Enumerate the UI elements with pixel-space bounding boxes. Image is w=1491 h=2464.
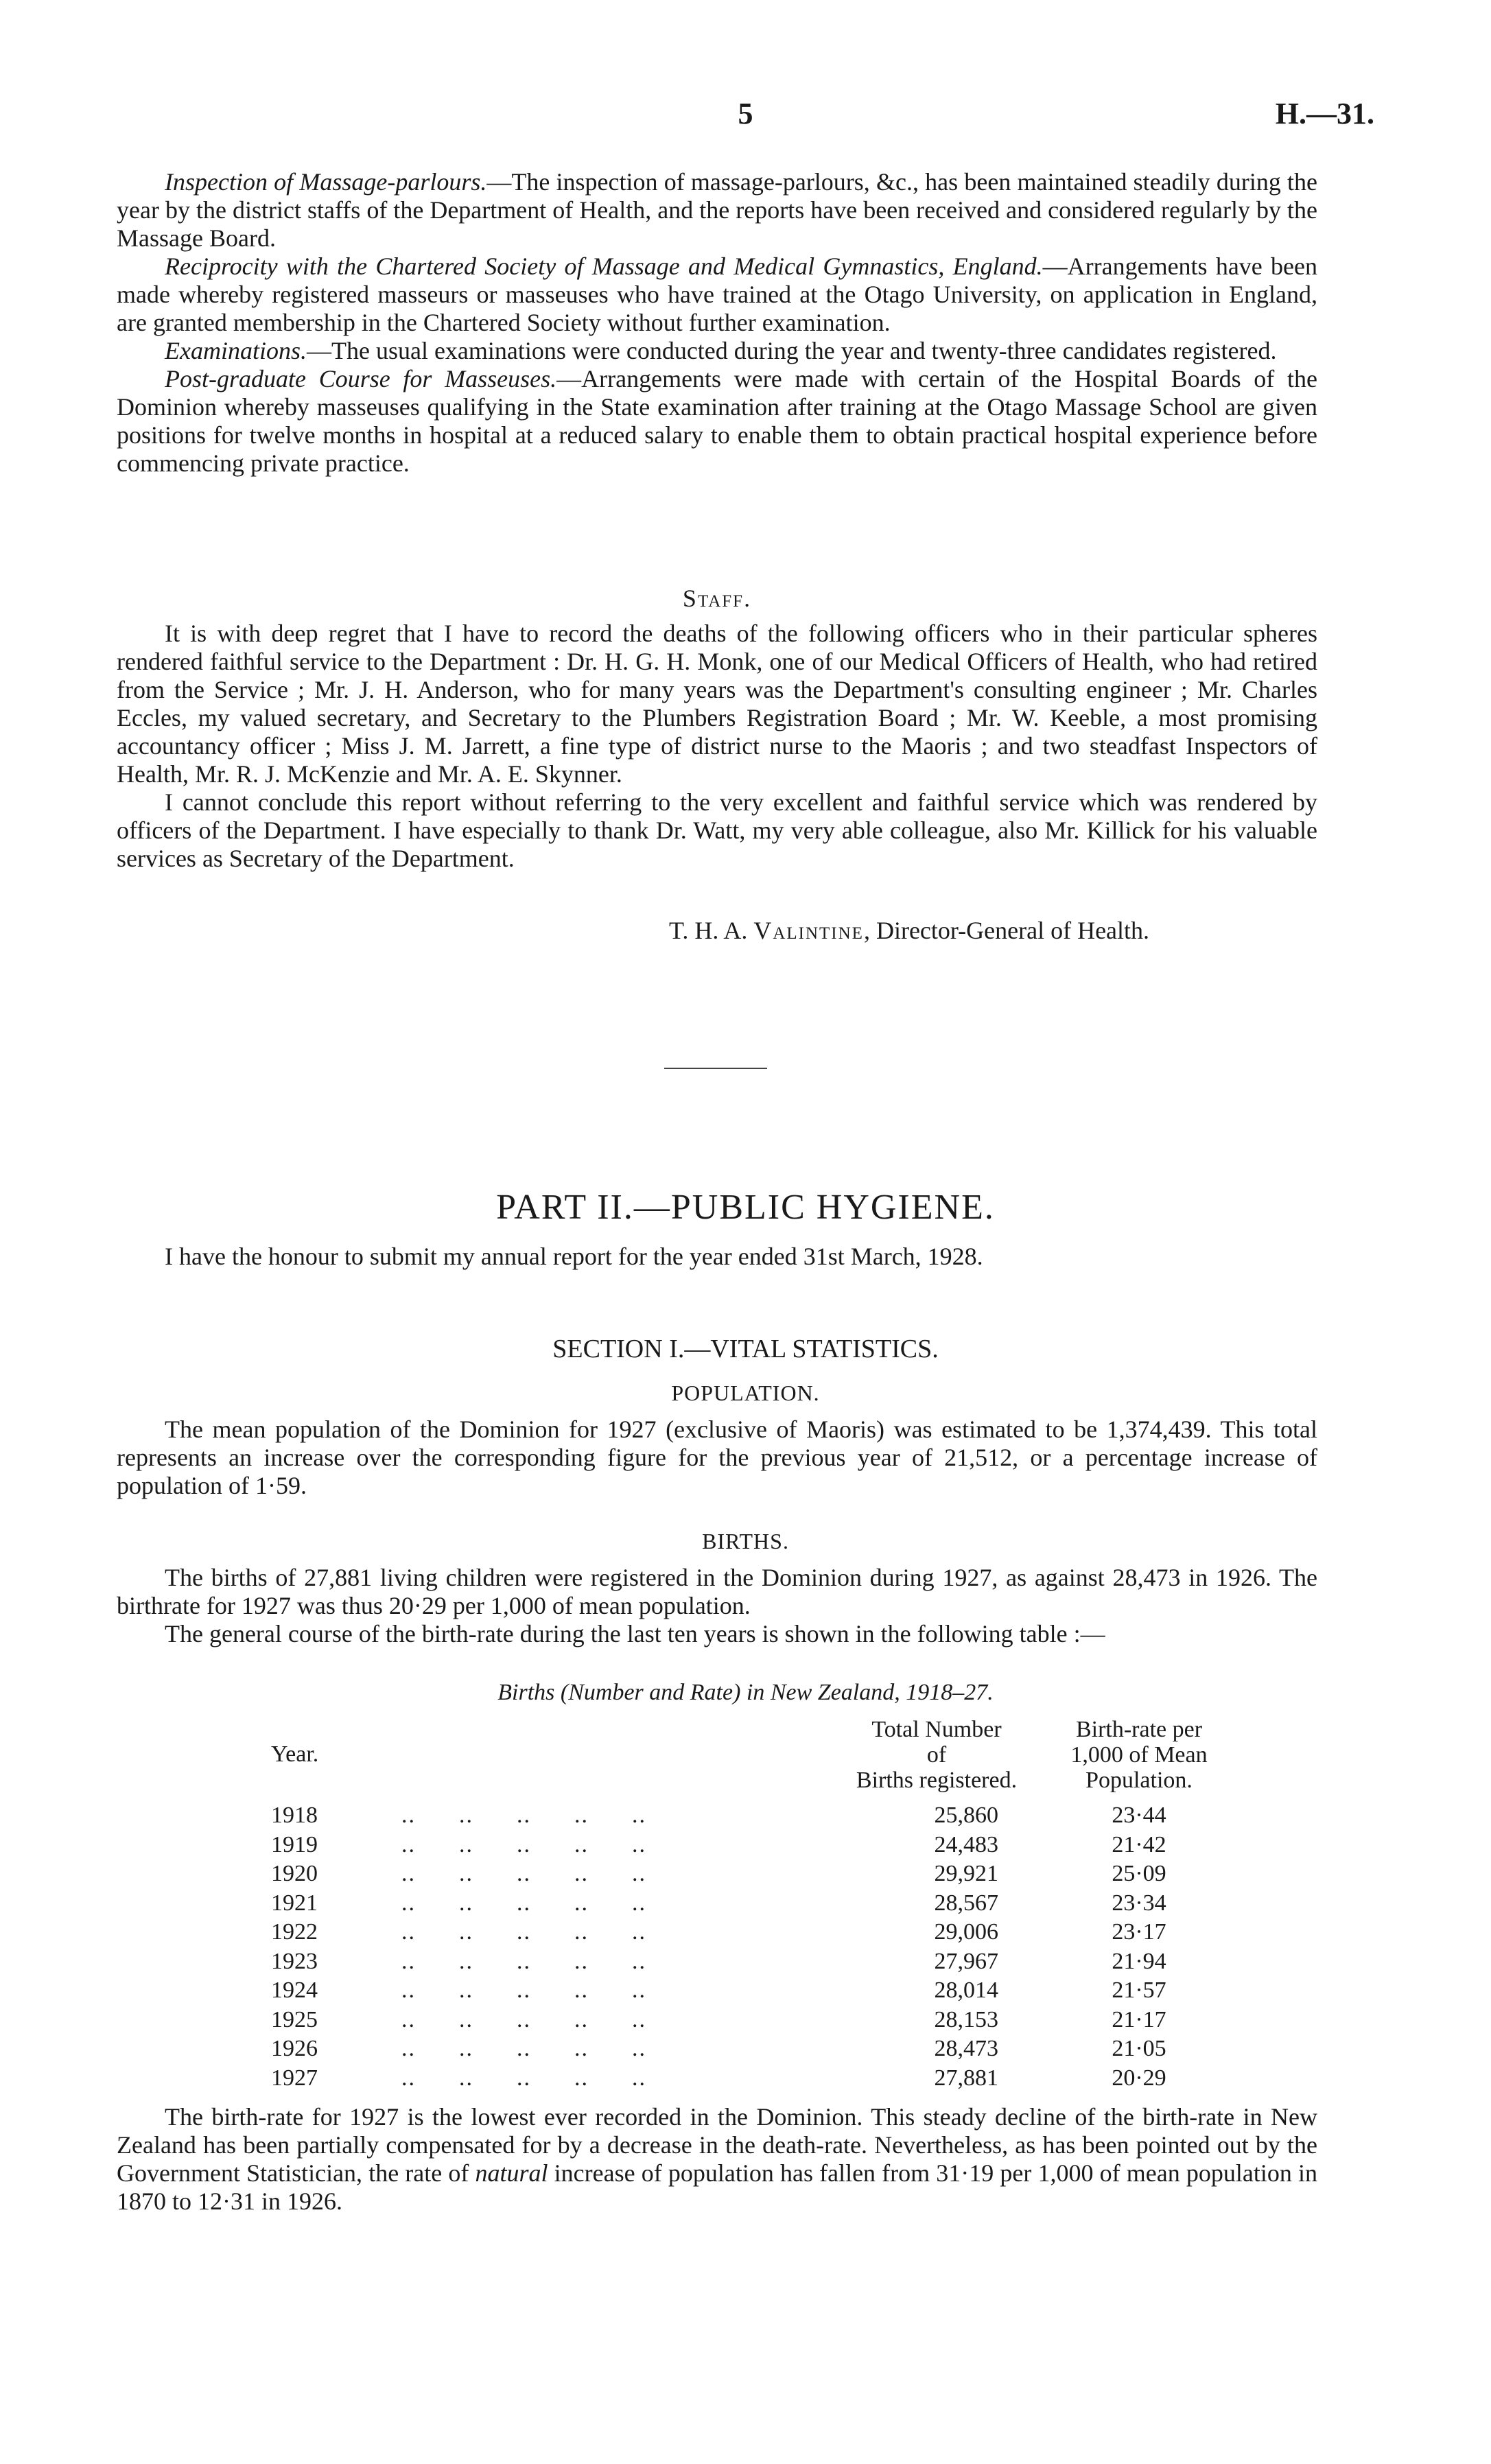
- leader-dots: .. .. .. .. ..: [401, 1948, 646, 1974]
- para-title: Post-graduate Course for Masseuses.: [165, 365, 557, 392]
- leader-dots: .. .. .. .. ..: [401, 1831, 646, 1857]
- rate-cell: 21·05: [1112, 2036, 1166, 2061]
- leader-dots: .. .. .. .. ..: [401, 1803, 646, 1828]
- year-cell: 1923: [271, 1948, 318, 1974]
- table-caption: Births (Number and Rate) in New Zealand, 1918–27.: [497, 1680, 994, 1705]
- header-line: of: [926, 1742, 947, 1768]
- table-row: [264, 1832, 1238, 1862]
- year-cell: 1922: [271, 1919, 318, 1945]
- table-row: [264, 1978, 1238, 2007]
- year-cell: 1924: [271, 1978, 318, 2003]
- massage-section: [117, 168, 1317, 478]
- total-cell: 28,014: [934, 1978, 998, 2003]
- births-paragraph-2: The general course of the birth-rate during the last ten years is shown in the following table :—: [165, 1620, 1105, 1647]
- total-cell: 27,967: [934, 1948, 998, 1974]
- births-paragraph-1: The births of 27,881 living children were registered in the Dominion during 1927, as against 28,473 in 1926. The birthrate for 1927 was thus 20·29 per 1,000 of mean population.: [117, 1564, 1317, 1619]
- massage-postgraduate-para: [117, 365, 1317, 478]
- massage-inspection-para: [117, 168, 1317, 253]
- table-header: [264, 1717, 1238, 1803]
- year-cell: 1927: [271, 2065, 318, 2091]
- rate-cell: 23·34: [1112, 1890, 1166, 1916]
- header-line: Birth-rate per: [1075, 1717, 1203, 1742]
- leader-dots: .. .. .. .. ..: [401, 2006, 646, 2032]
- total-cell: 25,860: [934, 1803, 998, 1828]
- closing-text-italic: natural: [475, 2159, 548, 2187]
- table-row: [264, 1890, 1238, 1920]
- total-cell: 28,153: [934, 2006, 998, 2032]
- para-text: —The usual examinations were conducted during the year and twenty-three candidates registered.: [306, 337, 1277, 364]
- signature-title: , Director-General of Health.: [863, 917, 1150, 944]
- document-reference: H.—31.: [1275, 97, 1374, 130]
- total-cell: 29,006: [934, 1919, 998, 1945]
- total-cell: 29,921: [934, 1861, 998, 1886]
- closing-text-start: The birth-rate for 1927 is the lowest ever recorded in the Dominion. This steady decline of the birth-rate in New Zealand has been partially compensated for by a decrease in the death-rate. Nevertheless, as has been pointed out by the Government Statistician, the rate of: [117, 2103, 1317, 2187]
- staff-paragraph-2: I cannot conclude this report without referring to the very excellent and faithful service which was rendered by officers of the Department. I have especially to thank Dr. Watt, my very able colleague, also Mr. Killick for his valuable services as Secretary of the Department.: [117, 788, 1317, 872]
- leader-dots: .. .. .. .. ..: [401, 1861, 646, 1886]
- year-cell: 1920: [271, 1861, 318, 1886]
- rate-cell: 25·09: [1112, 1861, 1166, 1886]
- table-row: [264, 2065, 1238, 2095]
- rate-cell: 23·17: [1112, 1919, 1166, 1945]
- leader-dots: .. .. .. .. ..: [401, 1890, 646, 1916]
- total-cell: 27,881: [934, 2065, 998, 2091]
- population-section: [117, 1416, 1317, 1500]
- leader-dots: .. .. .. .. ..: [401, 2036, 646, 2061]
- table-row: [264, 1919, 1238, 1949]
- closing-paragraph: [117, 2103, 1317, 2216]
- rate-cell: 20·29: [1112, 2065, 1166, 2091]
- total-cell: 28,567: [934, 1890, 998, 1916]
- rate-cell: 21·17: [1112, 2006, 1166, 2032]
- para-text: —Arrangements were made with certain of the Hospital Boards of the Dominion whereby masseuses qualifying in the State examination after training at the Otago Massage School are given positions for twelve months in hospital at a reduced salary to enable them to obtain practical hospital experience before commencing private practice.: [117, 365, 1317, 477]
- section-divider: [664, 1068, 767, 1069]
- births-table: [264, 1717, 1238, 2094]
- total-cell: 28,473: [934, 2036, 998, 2061]
- table-row: [264, 1803, 1238, 1832]
- staff-paragraph-1: It is with deep regret that I have to record the deaths of the following officers who in their particular spheres rendered faithful service to the Department : Dr. H. G. H. Monk, one of our Medical Officers of Health, who had retired from the Service ; Mr. J. H. Anderson, who for many years was the Department's consulting engineer ; Mr. Charles Eccles, my valued secretary, and Secretary to the Plumbers Registration Board ; Mr. W. Keeble, a most promising accountancy officer ; Miss J. M. Jarrett, a fine type of district nurse to the Maoris ; and two steadfast Inspectors of Health, Mr. R. J. McKenzie and Mr. A. E. Skynner.: [117, 620, 1317, 788]
- year-cell: 1921: [271, 1890, 318, 1916]
- leader-dots: .. .. .. .. ..: [401, 1919, 646, 1945]
- para-title: Reciprocity with the Chartered Society of Massage and Medical Gymnastics, England.: [165, 253, 1043, 280]
- para-text: —The inspection of massage-parlours, &c., has been maintained steadily during the year by the district staffs of the Department of Health, and the reports have been received and considered regularly by the Massage Board.: [117, 168, 1318, 252]
- population-heading: POPULATION.: [671, 1381, 820, 1405]
- year-cell: 1918: [271, 1803, 318, 1828]
- staff-section: [117, 585, 1317, 873]
- rate-cell: 21·42: [1112, 1831, 1166, 1857]
- closing-text-end: increase of population has fallen from 31·19 per 1,000 of mean population in 1870 to 12·31 in 1926.: [117, 2159, 1317, 2215]
- intro-paragraph: I have the honour to submit my annual report for the year ended 31st March, 1928.: [165, 1243, 983, 1270]
- rate-cell: 21·94: [1112, 1948, 1166, 1974]
- leader-dots: .. .. .. .. ..: [401, 2065, 646, 2091]
- leader-dots: .. .. .. .. ..: [401, 1978, 646, 2003]
- population-paragraph: The mean population of the Dominion for 1927 (exclusive of Maoris) was estimated to be 1,374,439. This total represents an increase over the corresponding figure for the previous year of 21,512, or a percentage increase of population of 1·59.: [117, 1416, 1317, 1499]
- year-cell: 1919: [271, 1831, 318, 1857]
- para-title: Inspection of Massage-parlours.: [165, 168, 487, 196]
- para-title: Examinations.: [165, 337, 307, 364]
- signature-initials: T. H. A.: [669, 917, 754, 944]
- header-line: Births registered.: [856, 1768, 1018, 1793]
- column-header-total: [834, 1717, 1040, 1793]
- births-section: [117, 1564, 1317, 1648]
- rate-cell: 21·57: [1112, 1978, 1166, 2003]
- year-cell: 1926: [271, 2036, 318, 2061]
- year-cell: 1925: [271, 2006, 318, 2032]
- part-heading: PART II.—PUBLIC HYGIENE.: [496, 1188, 995, 1227]
- rate-cell: 23·44: [1112, 1803, 1166, 1828]
- massage-examinations-para: [117, 337, 1317, 365]
- page-number: 5: [738, 97, 753, 130]
- signature: [669, 916, 1149, 945]
- closing-section: [117, 2103, 1317, 2216]
- page-header: [117, 96, 1374, 137]
- table-row: [264, 1949, 1238, 1978]
- massage-reciprocity-para: [117, 253, 1317, 337]
- births-heading: BIRTHS.: [702, 1529, 789, 1553]
- table-row: [264, 1861, 1238, 1890]
- para-text: —Arrangements have been made whereby registered masseurs or masseuses who have trained at the Otago University, on application in England, are granted membership in the Chartered Society without further examination.: [117, 253, 1317, 336]
- column-header-year: Year.: [271, 1741, 319, 1767]
- table-row: [264, 2007, 1238, 2037]
- signature-name: Valintine: [753, 917, 864, 944]
- staff-heading: Staff.: [682, 585, 752, 612]
- header-line: Total Number: [871, 1717, 1002, 1742]
- header-line: 1,000 of Mean: [1070, 1742, 1208, 1768]
- total-cell: 24,483: [934, 1831, 998, 1857]
- header-line: Population.: [1085, 1768, 1193, 1793]
- column-header-rate: [1040, 1717, 1238, 1793]
- section-heading: SECTION I.—VITAL STATISTICS.: [552, 1335, 939, 1363]
- table-row: [264, 2036, 1238, 2065]
